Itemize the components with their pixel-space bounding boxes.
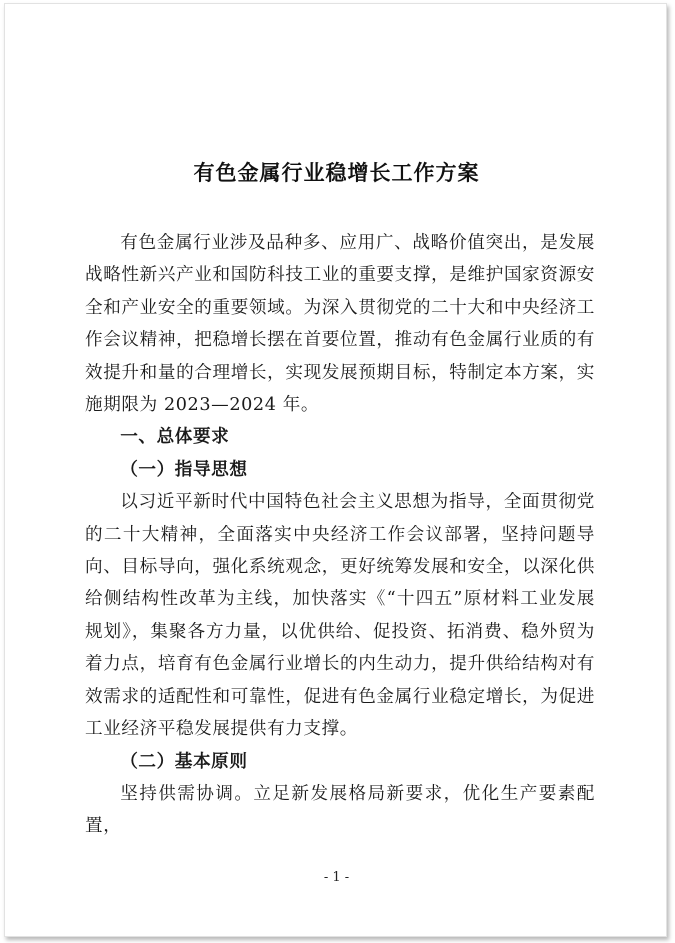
basic-principles-paragraph: 坚持供需协调。立足新发展格局新要求，优化生产要素配置， <box>85 783 595 837</box>
document-body <box>85 227 595 843</box>
document-title: 有色金属行业稳增长工作方案 <box>193 161 480 185</box>
intro-paragraph: 有色金属行业涉及品种多、应用广、战略价值突出，是发展战略性新兴产业和国防科技工业的重要支撑，是维护国家资源安全和产业安全的重要领域。为深入贯彻党的二十大和中央经济工作会议精神，把稳增长摆在首要位置，推动有色金属行业质的有效提升和量的合理增长，实现发展预期目标，特制定本方案，实施期限为 2023—2024 年。 <box>85 233 595 416</box>
subsection-heading-basic-principles: （二）基本原则 <box>120 750 248 772</box>
subsection-heading-guiding-ideology: （一）指导思想 <box>120 458 248 480</box>
document-page <box>4 3 667 937</box>
page-number: - 1 - <box>323 870 350 885</box>
section-heading-general-requirements: 一、总体要求 <box>120 427 230 448</box>
guiding-ideology-paragraph: 以习近平新时代中国特色社会主义思想为指导，全面贯彻党的二十大精神，全面落实中央经济工作会议部署，坚持问题导向、目标导向，强化系统观念，更好统筹发展和安全，以深化供给侧结构性改革为主线，加快落实《“十四五”原材料工业发展规划》，集聚各方力量，以优供给、促投资、拓消费、稳外贸为着力点，培育有色金属行业增长的内生动力，提升供给结构对有效需求的适配性和可靠性，促进有色金属行业稳定增长，为促进工业经济平稳发展提供有力支撑。 <box>85 492 595 740</box>
